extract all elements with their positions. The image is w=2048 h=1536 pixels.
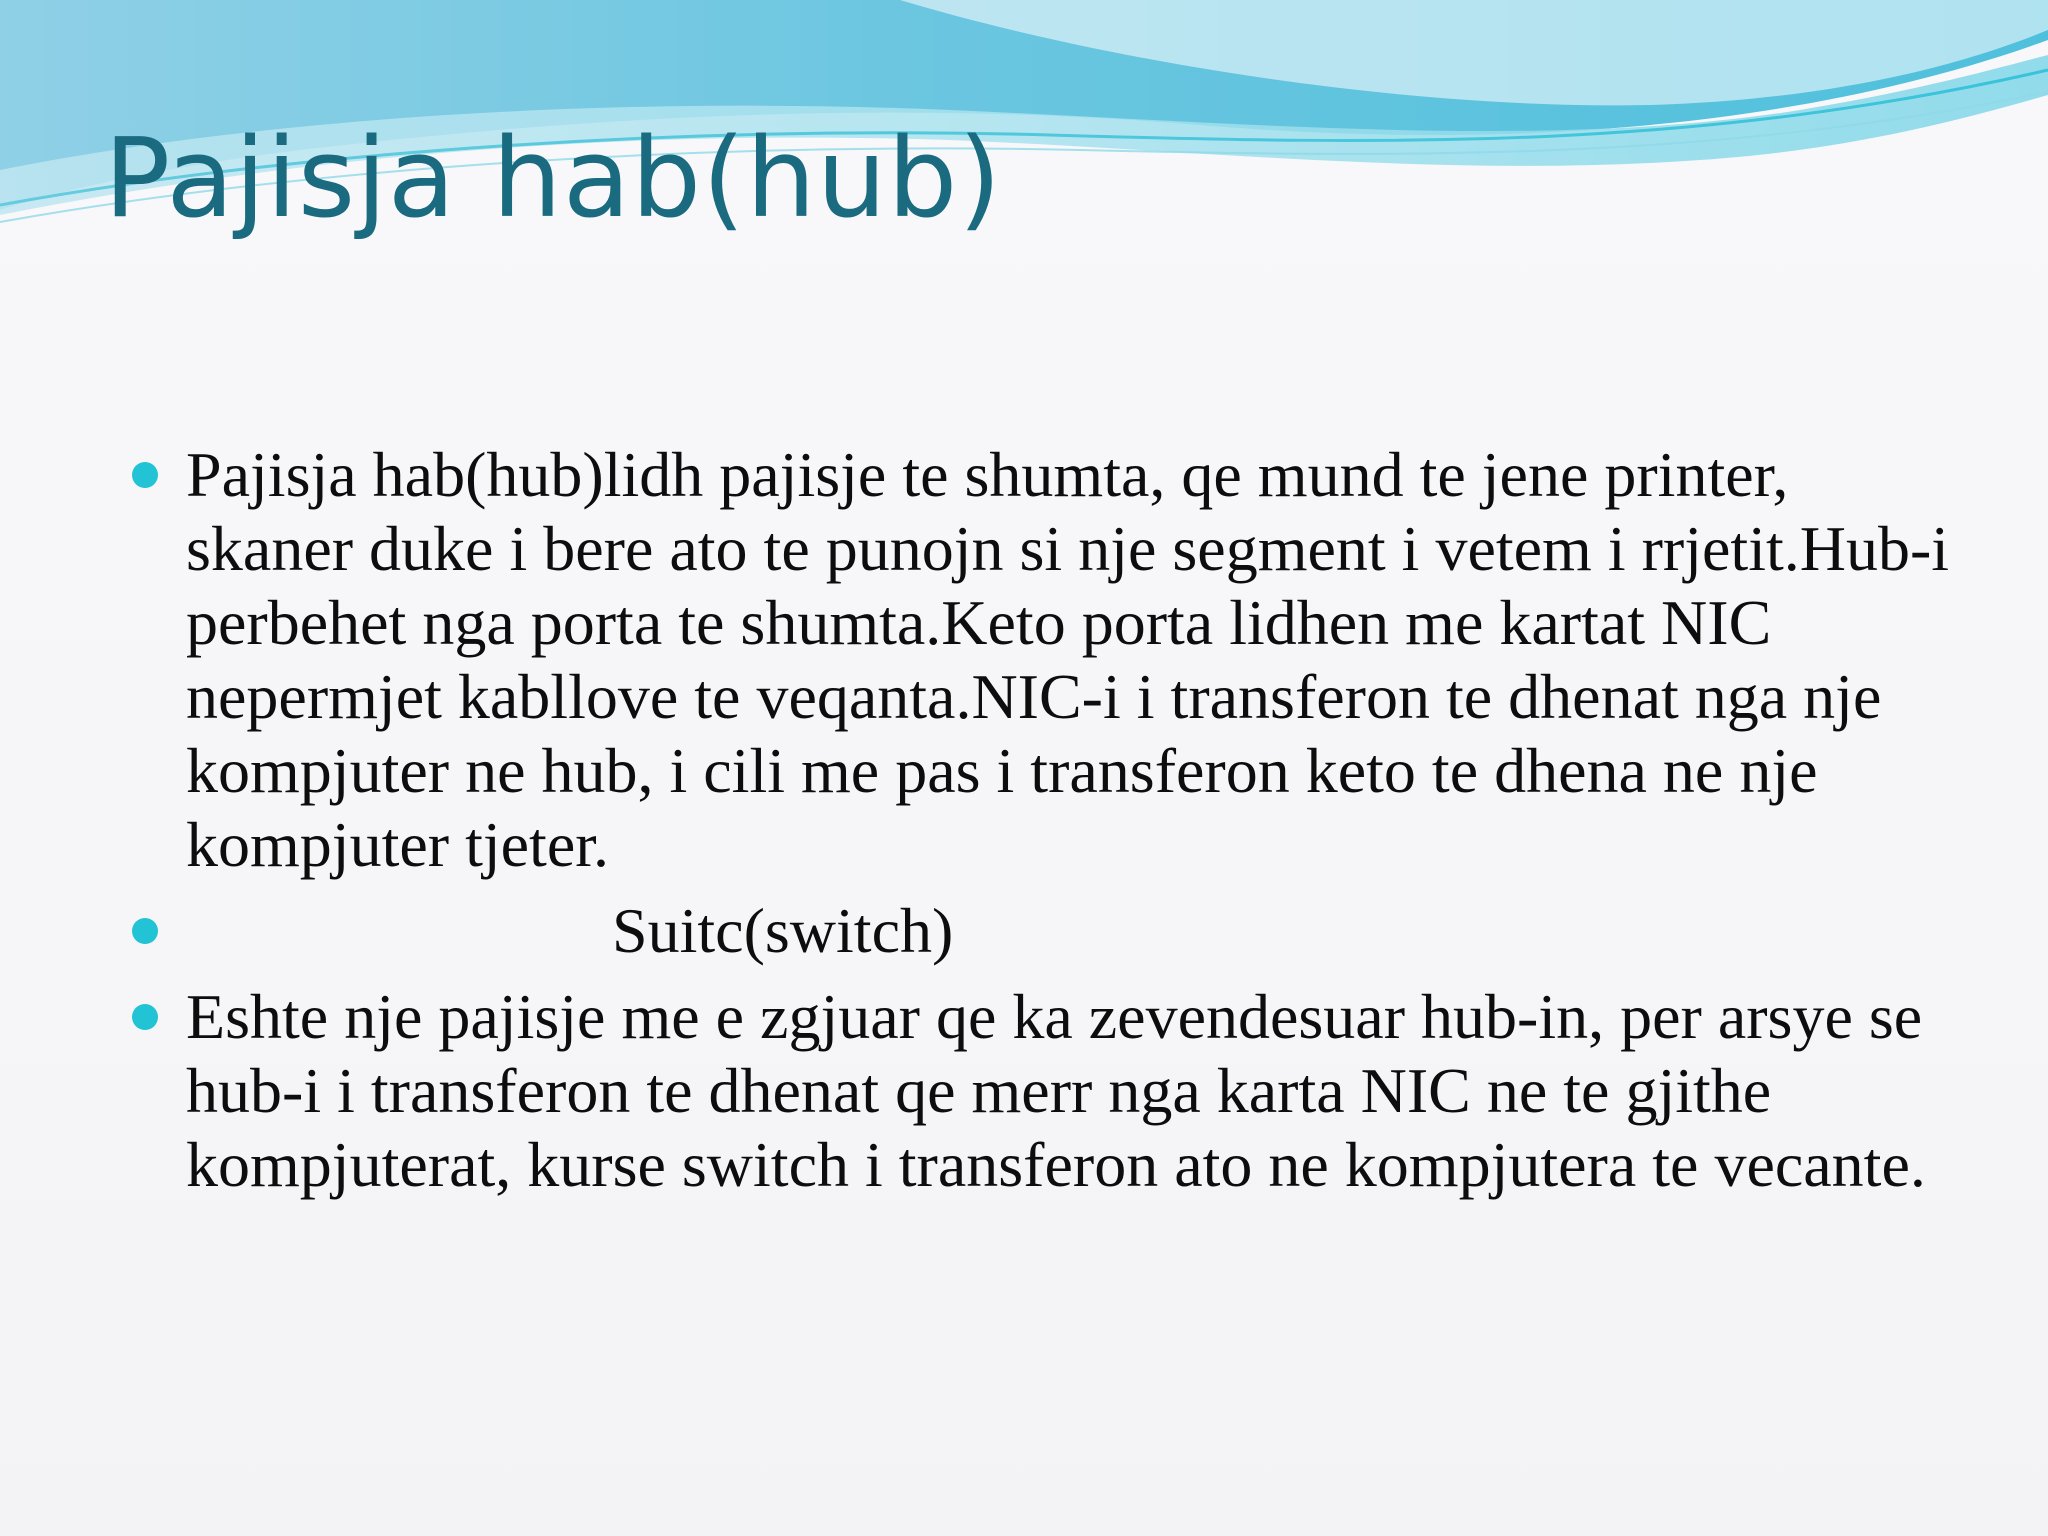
- bullet-item-hub: [186, 438, 1966, 882]
- bullet-list: [186, 438, 1966, 1214]
- bullet-dot-icon: [132, 918, 158, 944]
- bullet-dot-icon: [132, 462, 158, 488]
- bullet-item-switch: [186, 980, 1966, 1202]
- bullet-text: Suitc(switch): [612, 895, 954, 966]
- bullet-dot-icon: [132, 1004, 158, 1030]
- bullet-item-switch-heading: [186, 894, 1966, 968]
- bullet-text: Eshte nje pajisje me e zgjuar qe ka zevendesuar hub-in, per arsye se hub-i i transferon te dhenat qe merr nga karta NIC ne te gjithe kompjuterat, kurse switch i transferon ato ne kompjutera te vecante.: [186, 981, 1926, 1200]
- bullet-text: Pajisja hab(hub)lidh pajisje te shumta, qe mund te jene printer, skaner duke i bere ato te punojn si nje segment i vetem i rrjetit.Hub-i perbehet nga porta te shumta.Keto porta lidhen me kartat NIC nepermjet kabllove te veqanta.NIC-i i transferon te dhenat nga nje kompjuter ne hub, i cili me pas i transferon keto te dhena ne nje kompjuter tjeter.: [186, 439, 1950, 880]
- slide-title: Pajisja hab(hub): [104, 114, 1003, 242]
